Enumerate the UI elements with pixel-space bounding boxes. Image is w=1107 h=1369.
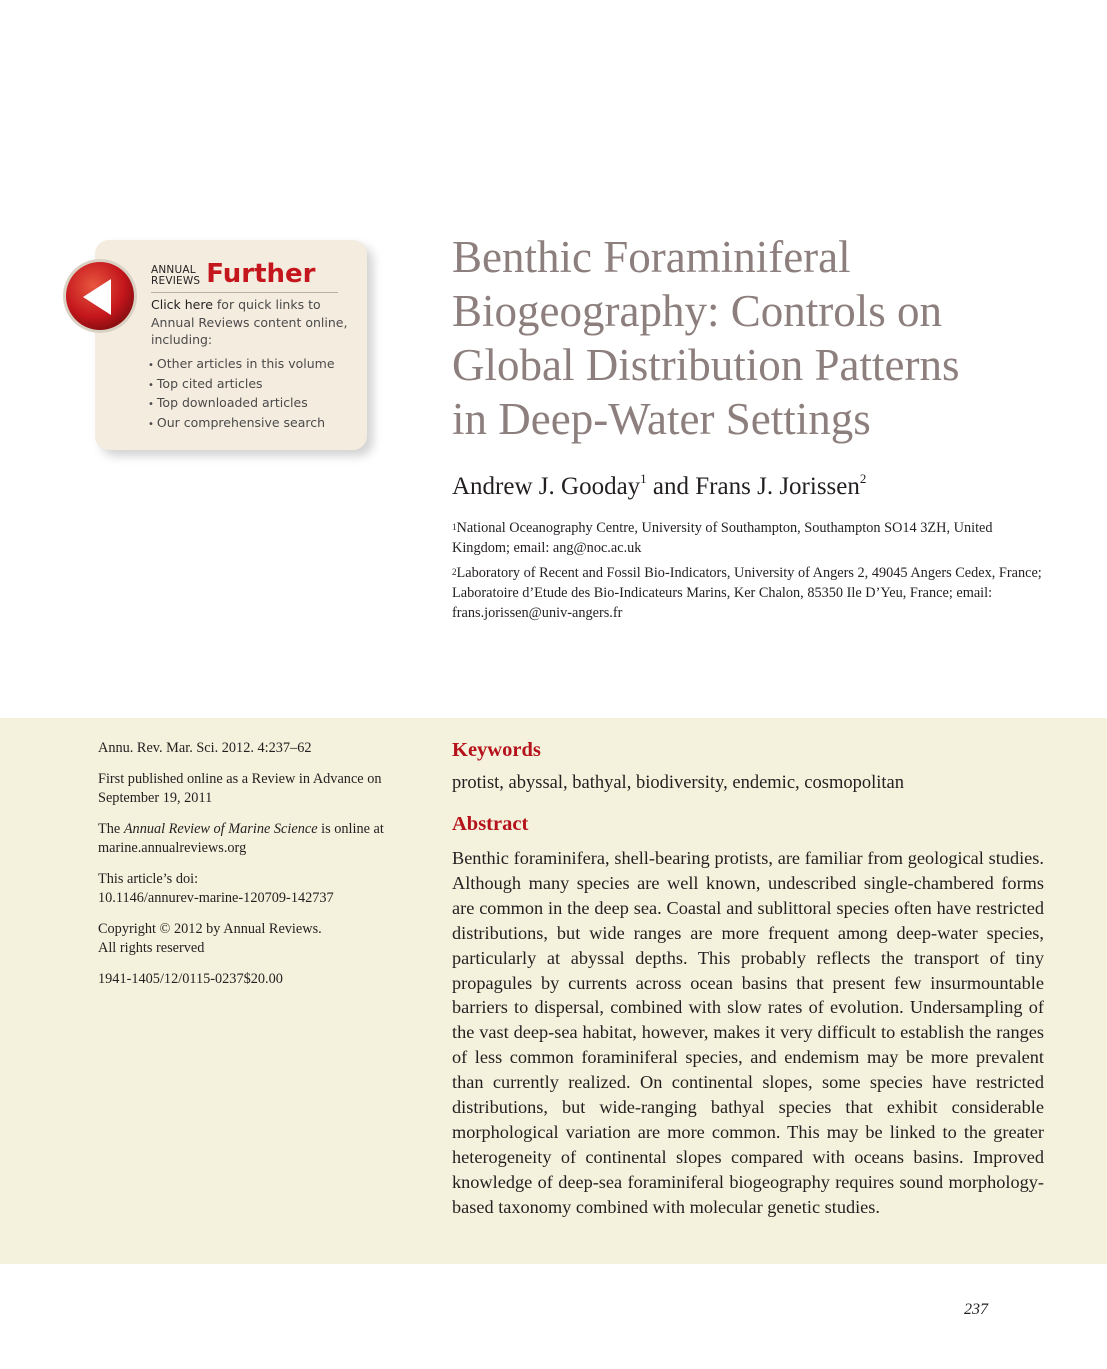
first-published: First published online as a Review in Advance on September 19, 2011 [98, 770, 382, 806]
author-jorissen: Frans J. Jorissen [695, 473, 860, 500]
further-link-search[interactable]: • Our comprehensive search [148, 414, 335, 434]
title-line: in Deep-Water Settings [452, 394, 871, 444]
doi: 10.1146/annurev-marine-120709-142737 [98, 890, 334, 906]
further-intro: Click here for quick links to Annual Reviews content online, including: [151, 297, 348, 347]
title-line: Benthic Foraminiferal [452, 232, 851, 282]
affiliation-2: $^2$Laboratory of Recent and Fossil Bio-Indicators, University of Angers 2, 49045 Angers Cedex, France; Laboratoire d’Etude des Bio-Indicateurs Marins, Ker Chalon, 85350 Ile D’Yeu, France; email: frans.jorissen@univ-angers.fr [452, 565, 1042, 621]
citation: Annu. Rev. Mar. Sci. 2012. 4:237–62 [98, 740, 312, 756]
click-here-link[interactable]: Click here [151, 297, 213, 312]
doi-block: This article’s doi: 10.1146/annurev-marine-120709-142737 [98, 870, 334, 906]
divider [151, 292, 338, 293]
authors: Andrew J. Gooday$^1$ and Frans J. Jorissen$^2$ [452, 471, 867, 500]
further-link-other-articles[interactable]: • Other articles in this volume [148, 355, 335, 375]
article-title [452, 230, 1072, 446]
annual-reviews-mark: ANNUAL REVIEWS [151, 264, 201, 287]
keywords-heading: Keywords [452, 739, 541, 761]
further-box[interactable] [95, 240, 367, 450]
copyright: Copyright © 2012 by Annual Reviews. All rights reserved [98, 920, 322, 956]
affiliation-1: $^1$National Oceanography Centre, University of Southampton, Southampton SO14 3ZH, United Kingdom; email: ang@noc.ac.uk [452, 520, 993, 556]
online-notice: The Annual Review of Marine Science is online at marine.annualreviews.org [98, 820, 384, 856]
further-label: Further [206, 259, 316, 289]
abstract-heading: Abstract [452, 813, 529, 835]
author-gooday: Andrew J. Gooday [452, 473, 641, 500]
title-line: Biogeography: Controls on [452, 286, 942, 336]
back-arrow-icon[interactable] [61, 257, 139, 335]
journal-name: Annual Review of Marine Science [123, 820, 318, 837]
further-links-list [148, 355, 335, 433]
issn: 1941-1405/12/0115-0237$20.00 [98, 970, 283, 987]
abstract-text: Benthic foraminifera, shell-bearing protists, are familiar from geological studies. Although many species are well known, undescribed single-chambered forms are common in the deep sea. Coastal and sublittoral species often have restricted distributions, but wide ranges are more frequent among deep-water species, particularly at abyssal depths. This probably reflects the transport of tiny propagules by currents across ocean basins that present few insurmountable barriers to dispersal, combined with slow rates of evolution. Undersampling of the vast deep-sea habitat, however, makes it very difficult to establish the ranges of less common foraminiferal species, and endemism may be more prevalent than currently realized. On continental slopes, some species have restricted distributions, but wide-ranging bathyal species that exhibit considerable morphological variation are more common. This may be linked to the greater heterogeneity of continental slopes compared with oceans basins. Improved knowledge of deep-sea foraminiferal biogeography requires sound morphology-based taxonomy combined with molecular genetic studies. [452, 848, 1044, 1217]
further-link-top-cited[interactable]: • Top cited articles [148, 375, 335, 395]
keywords: protist, abyssal, bathyal, biodiversity, endemic, cosmopolitan [452, 773, 904, 793]
title-line: Global Distribution Patterns [452, 340, 960, 390]
page-number: 237 [964, 1301, 988, 1318]
further-link-top-downloaded[interactable]: • Top downloaded articles [148, 394, 335, 414]
article-metadata [98, 739, 408, 1000]
further-header [151, 261, 316, 287]
